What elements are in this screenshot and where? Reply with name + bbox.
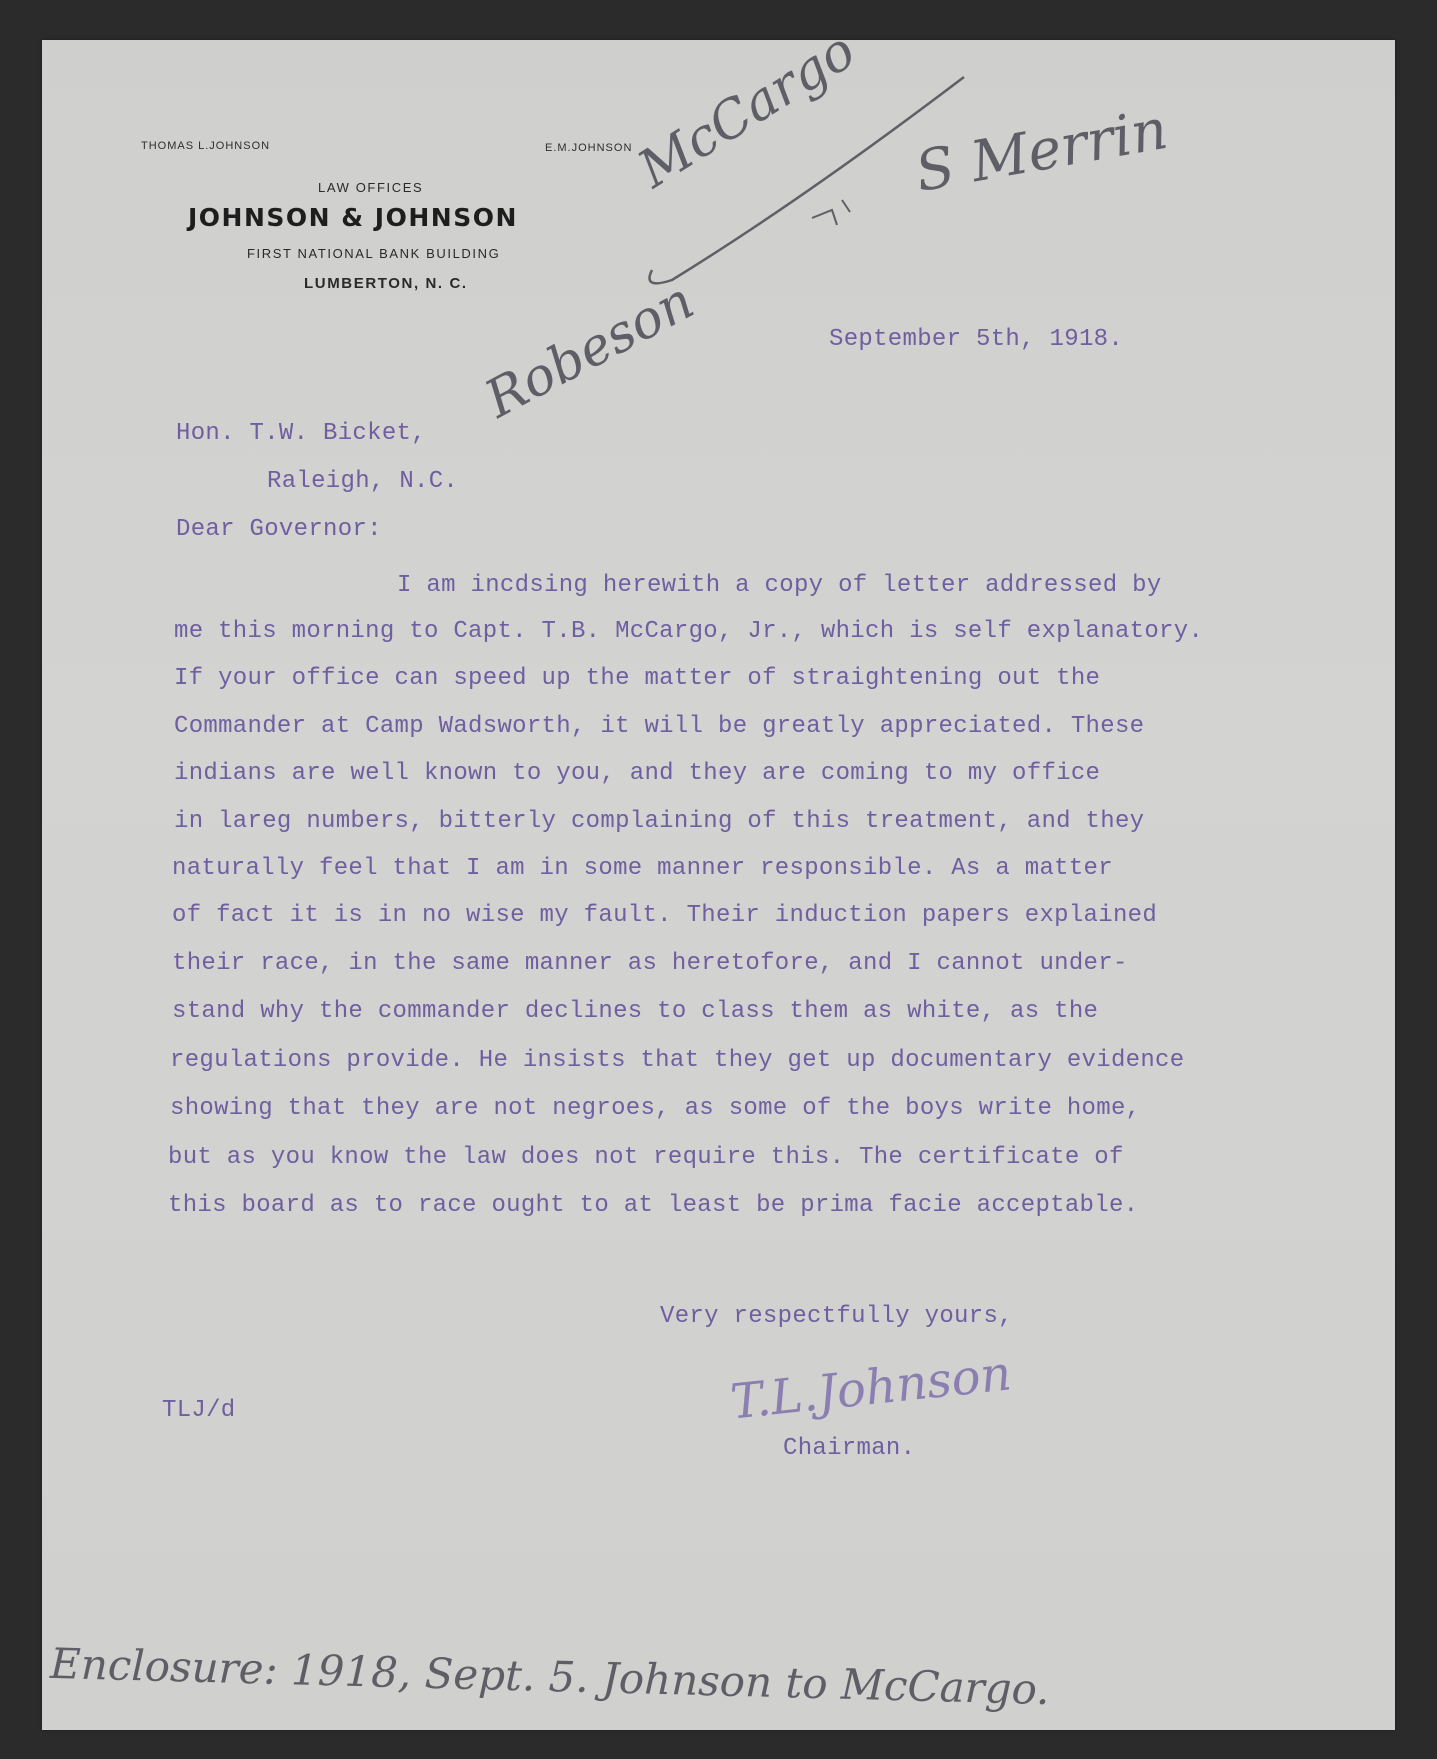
body-line: naturally feel that I am in some manner responsible. As a matter — [172, 855, 1113, 882]
salutation: Dear Governor: — [176, 516, 382, 543]
body-line: of fact it is in no wise my fault. Their induction papers explained — [172, 902, 1158, 929]
body-line: but as you know the law does not require this. The certificate of — [168, 1144, 1124, 1171]
building-address: FIRST NATIONAL BANK BUILDING — [247, 246, 501, 261]
recipient-city: Raleigh, N.C. — [267, 468, 459, 495]
body-line: regulations provide. He insists that they get up documentary evidence — [170, 1047, 1185, 1074]
smerrin-annotation: S Merrin — [910, 96, 1173, 205]
letter-date: September 5th, 1918. — [829, 326, 1124, 353]
partner-left-name: THOMAS L.JOHNSON — [141, 140, 271, 152]
body-line: showing that they are not negroes, as some of the boys write home, — [170, 1095, 1141, 1122]
body-line: Commander at Camp Wadsworth, it will be greatly appreciated. These — [174, 713, 1145, 740]
body-line: indians are well known to you, and they are coming to my office — [174, 760, 1101, 787]
body-line: this board as to race ought to at least be prima facie acceptable. — [168, 1192, 1139, 1219]
body-line: me this morning to Capt. T.B. McCargo, Jr., which is self explanatory. — [174, 618, 1204, 645]
body-line: If your office can speed up the matter of straightening out the — [174, 665, 1101, 692]
closing: Very respectfully yours, — [660, 1303, 1013, 1330]
pencil-stroke-icon — [42, 40, 1395, 440]
recipient-name: Hon. T.W. Bicket, — [176, 420, 426, 447]
robeson-annotation: Robeson — [475, 270, 704, 430]
typist-initials: TLJ/d — [162, 1397, 236, 1424]
body-line: in lareg numbers, bitterly complaining of this treatment, and they — [174, 808, 1145, 835]
law-offices-label: LAW OFFICES — [318, 180, 424, 195]
letter-page — [42, 20, 1395, 1730]
signature: T.L.Johnson — [727, 1345, 1014, 1431]
signer-title: Chairman. — [783, 1435, 916, 1462]
firm-name: JOHNSON & JOHNSON — [188, 203, 518, 232]
mccargo-annotation: McCargo — [628, 20, 866, 201]
body-line: I am incdsing herewith a copy of letter addressed by — [397, 572, 1162, 599]
city-address: LUMBERTON, N. C. — [304, 275, 468, 292]
body-line: their race, in the same manner as heretofore, and I cannot under- — [172, 950, 1128, 977]
body-line: stand why the commander declines to class them as white, as the — [172, 998, 1099, 1025]
enclosure-annotation: Enclosure: 1918, Sept. 5. Johnson to McCargo. — [49, 1638, 1051, 1715]
partner-right-name: E.M.JOHNSON — [545, 142, 633, 154]
